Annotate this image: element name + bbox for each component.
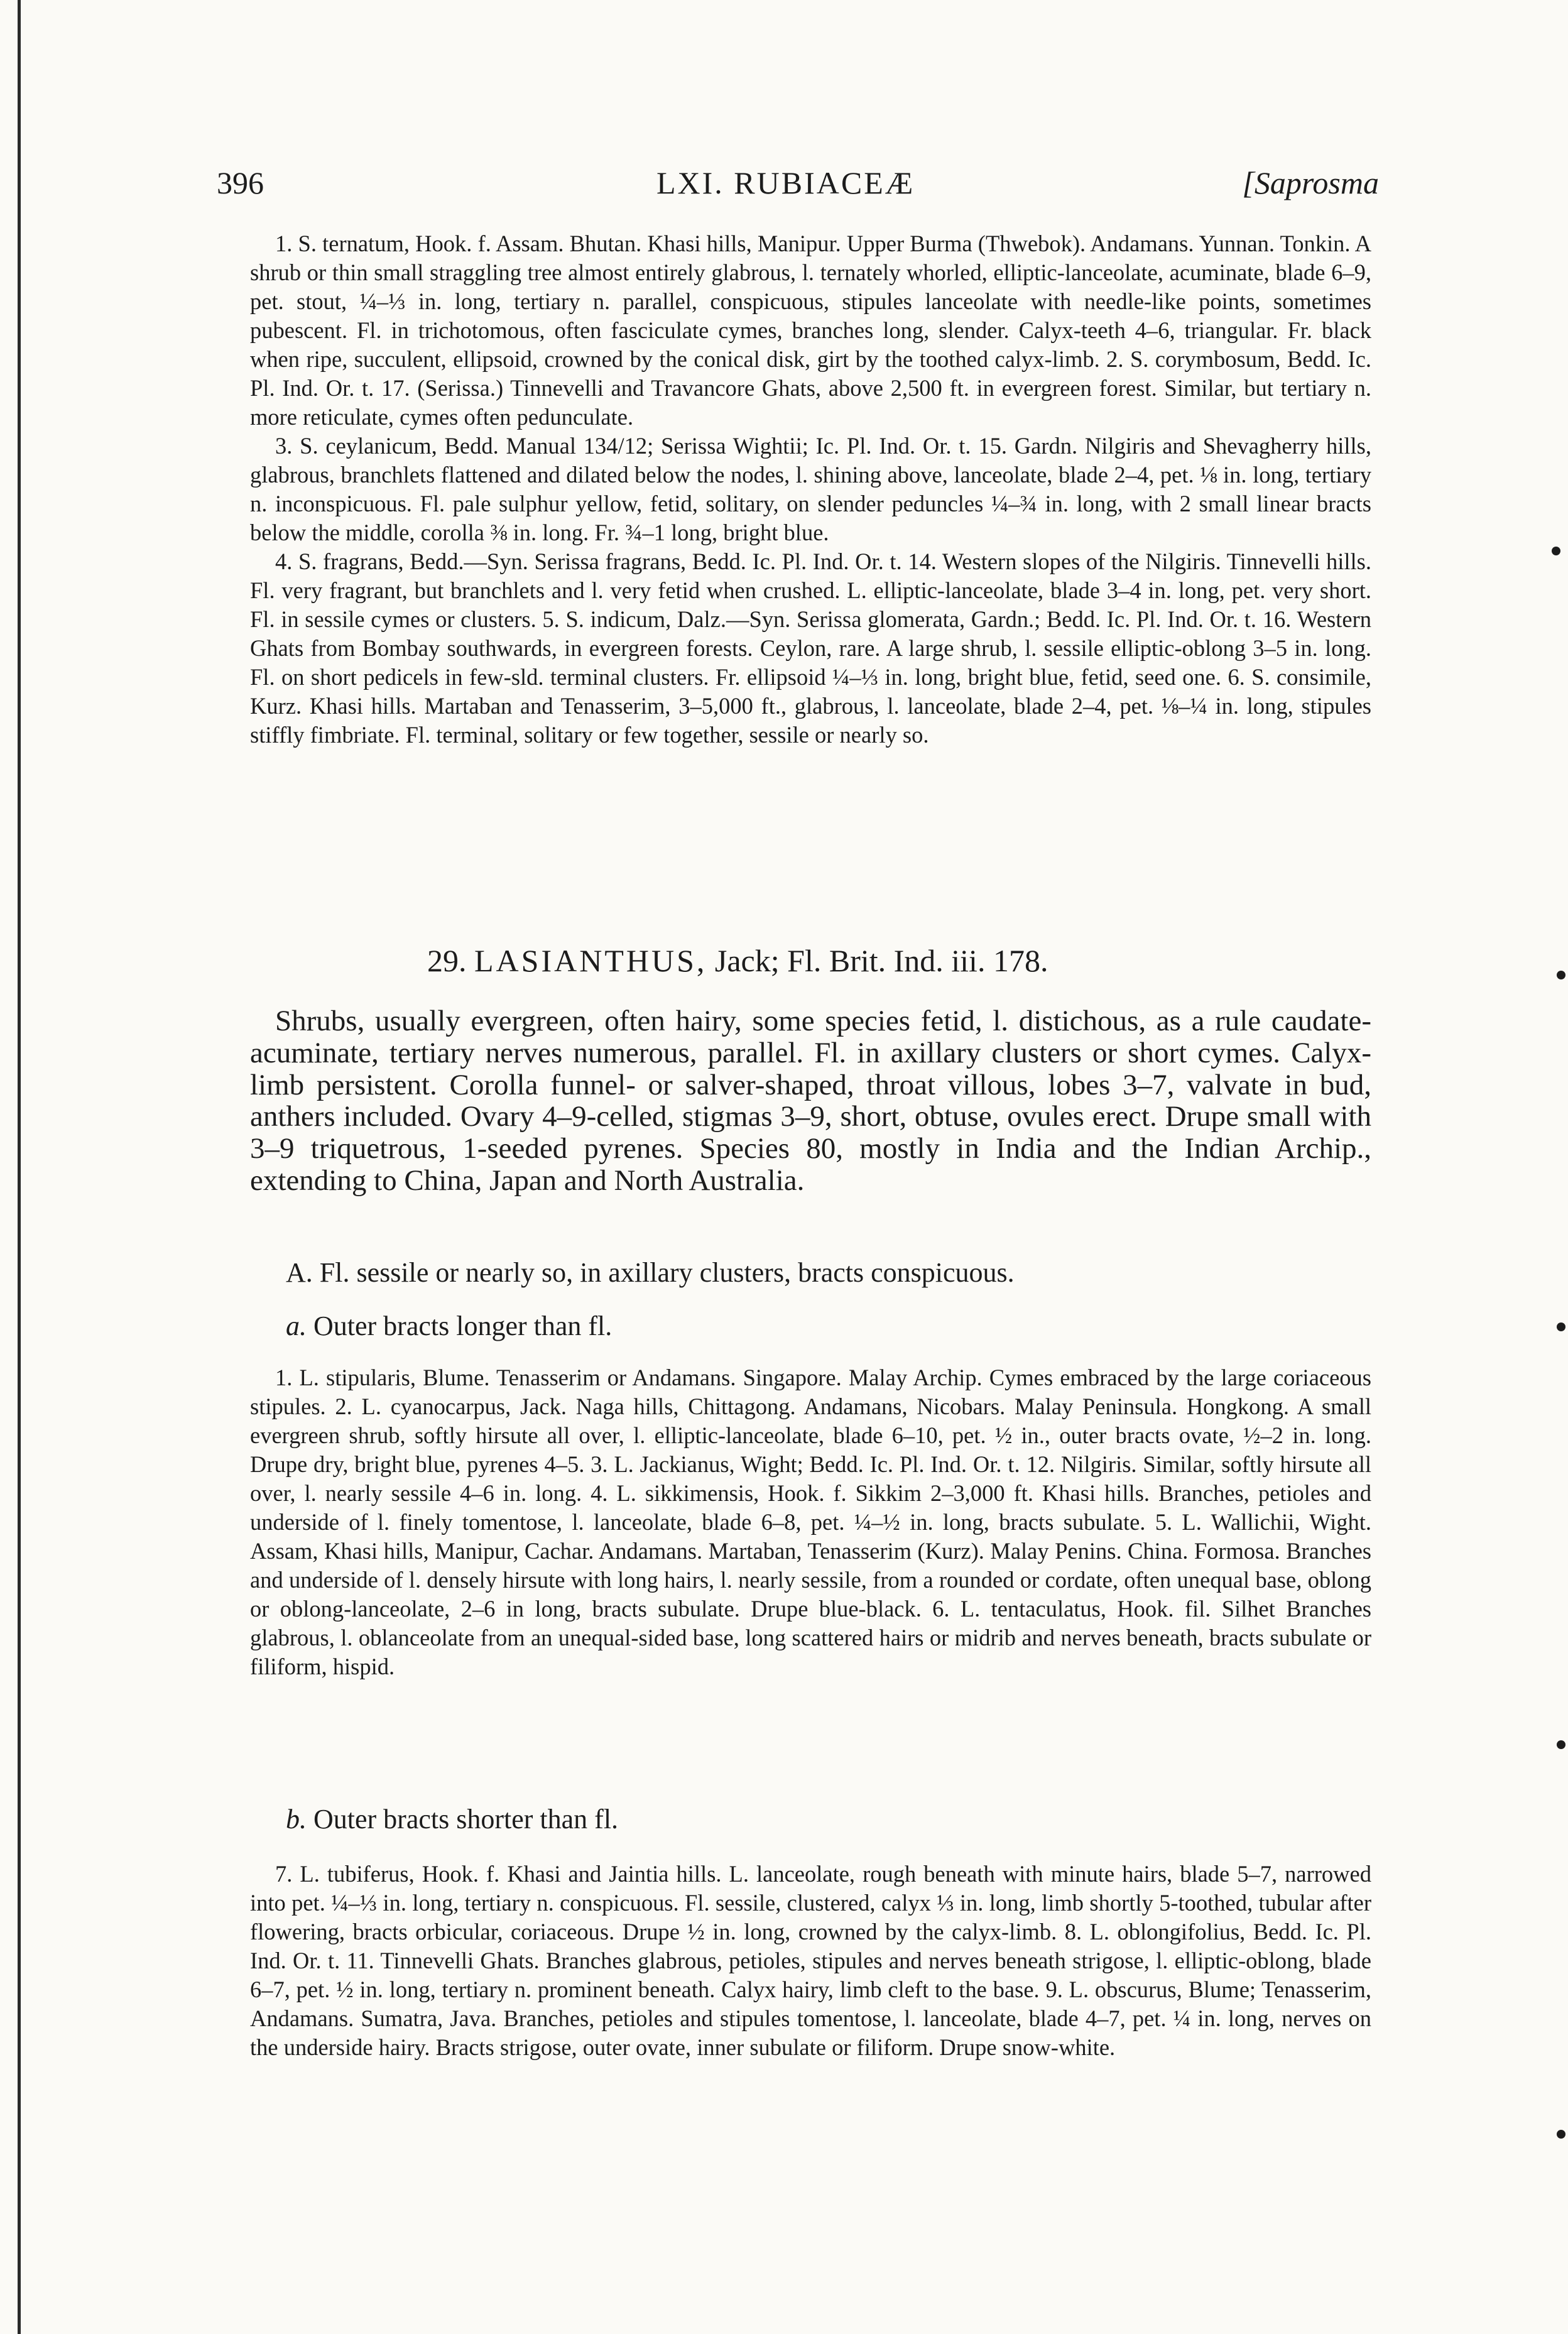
edge-mark (1557, 1740, 1565, 1749)
description-paragraph: Shrubs, usually evergreen, often hairy, some species fetid, l. distichous, as a rule caudate-acuminate, tertiary nerves numerous, parallel. Fl. in axillary clusters or short cymes. Calyx-limb persistent. Corolla funnel- or salver-shaped, throat villous, lobes 3–7, valvate in bud, anthers included. Ovary 4–9-celled, stigmas 3–9, short, obtuse, ovules erect. Drupe small with 3–9 triquetrous, 1-seeded pyrenes. Species 80, mostly in India and the Indian Archip., extending to China, Japan and North Australia. (250, 1005, 1371, 1197)
species-paragraph: 1. L. stipularis, Blume. Tenasserim or Andamans. Singapore. Malay Archip. Cymes embraced by the large coriaceous stipules. 2. L. cyanocarpus, Jack. Naga hills, Chittagong. Andamans, Nicobars. Malay Peninsula. Hongkong. A small evergreen shrub, softly hirsute all over, l. elliptic-lanceolate, blade 6–10, pet. ½ in., outer bracts ovate, ½–2 in. long. Drupe dry, bright blue, pyrenes 4–5. 3. L. Jackianus, Wight; Bedd. Ic. Pl. Ind. Or. t. 12. Nilgiris. Similar, softly hirsute all over, l. nearly sessile 4–6 in. long. 4. L. sikkimensis, Hook. f. Sikkim 2–3,000 ft. Khasi hills. Branches, petioles and underside of l. finely tomentose, l. lanceolate, blade 6–8, pet. ¼–½ in. long, bracts subulate. 5. L. Wallichii, Wight. Assam, Khasi hills, Manipur, Cachar. Andamans. Martaban, Tenasserim (Kurz). Malay Penins. China. Formosa. Branches and underside of l. densely hirsute with long hairs, l. nearly sessile, from a rounded or cordate, often unequal base, oblong or oblong-lanceolate, 2–6 in long, bracts subulate. Drupe blue-black. 6. L. tentaculatus, Hook. fil. Silhet Branches glabrous, l. oblanceolate from an unequal-sided base, long scattered hairs or midrib and nerves beneath, bracts subulate or filiform, hispid. (250, 1365, 1371, 1679)
running-header (217, 165, 1379, 209)
saprosma-species-block (250, 229, 1371, 750)
genus-reference: [Saprosma (1242, 165, 1379, 200)
key-label: A. (286, 1257, 313, 1288)
edge-mark (1557, 971, 1565, 979)
key-label: b. (286, 1804, 307, 1835)
key-label: a. (286, 1311, 307, 1341)
edge-mark (1557, 2130, 1565, 2139)
genus-name: LASIANTHUS, (474, 943, 707, 978)
key-text: Outer bracts shorter than fl. (313, 1804, 619, 1835)
genus-number: 29. (427, 943, 467, 978)
species-paragraph: 7. L. tubiferus, Hook. f. Khasi and Jaintia hills. L. lanceolate, rough beneath with minute hairs, blade 5–7, narrowed into pet. ¼–⅓ in. long, tertiary n. conspicuous. Fl. sessile, clustered, calyx ⅓ in. long, limb shortly 5-toothed, tubular after flowering, bracts orbicular, coriaceous. Drupe ½ in. long, crowned by the calyx-limb. 8. L. oblongifolius, Bedd. Ic. Pl. Ind. Or. t. 11. Tinnevelli Ghats. Branches glabrous, petioles, stipules and nerves beneath strigose, l. elliptic-oblong, blade 6–7, pet. ½ in. long, tertiary n. prominent beneath. Calyx hairy, limb cleft to the base. 9. L. obscurus, Blume; Tenasserim, Andamans. Sumatra, Java. Branches, petioles and stipules tomentose, l. lanceolate, blade 4–7, pet. ¼ in. long, nerves on the underside hairy. Bracts strigose, outer ovate, inner subulate or filiform. Drupe snow-white. (250, 1861, 1371, 2060)
page-edge-rule (18, 0, 21, 2334)
species-paragraph: 3. S. ceylanicum, Bedd. Manual 134/12; Serissa Wightii; Ic. Pl. Ind. Or. t. 15. Gardn. Nilgiris and Shevagherry hills, glabrous, branchlets flattened and dilated below the nodes, l. shining above, lanceolate, blade 2–4, pet. ⅛ in. long, tertiary n. inconspicuous. Fl. pale sulphur yellow, fetid, solitary, on slender peduncles ¼–¾ in. long, with 2 small linear bracts below the middle, corolla ⅜ in. long. Fr. ¾–1 long, bright blue. (250, 433, 1371, 545)
species-paragraph: 4. S. fragrans, Bedd.—Syn. Serissa fragrans, Bedd. Ic. Pl. Ind. Or. t. 14. Western slopes of the Nilgiris. Tinnevelli hills. Fl. very fragrant, but branchlets and l. very fetid when crushed. L. elliptic-lanceolate, blade 3–4 in. long, pet. very short. Fl. in sessile cymes or clusters. 5. S. indicum, Dalz.—Syn. Serissa glomerata, Gardn.; Bedd. Ic. Pl. Ind. Or. t. 16. Western Ghats from Bombay southwards, in evergreen forests. Ceylon, rare. A large shrub, l. sessile elliptic-oblong 3–5 in. long. Fl. on short pedicels in few-sld. terminal clusters. Fr. ellipsoid ¼–⅓ in. long, bright blue, fetid, seed one. 6. S. consimile, Kurz. Khasi hills. Martaban and Tenasserim, 3–5,000 ft., glabrous, l. lanceolate, blade 2–4, pet. ⅛–¼ in. long, stipules stiffly fimbriate. Fl. terminal, solitary or few together, sessile or nearly so. (250, 548, 1371, 748)
key-text: Outer bracts longer than fl. (313, 1311, 612, 1341)
key-heading-A (286, 1257, 1015, 1289)
genus-citation: Jack; Fl. Brit. Ind. iii. 178. (714, 943, 1048, 978)
key-text: Fl. sessile or nearly so, in axillary clusters, bracts conspicuous. (319, 1257, 1015, 1288)
edge-mark (1557, 1322, 1565, 1331)
genus-heading (427, 942, 1048, 979)
family-title: LXI. RUBIACEÆ (656, 165, 915, 200)
species-paragraph: 1. S. ternatum, Hook. f. Assam. Bhutan. Khasi hills, Manipur. Upper Burma (Thwebok). Andamans. Yunnan. Tonkin. A shrub or thin small straggling tree almost entirely glabrous, l. ternately whorled, elliptic-lanceolate, acuminate, blade 6–9, pet. stout, ¼–⅓ in. long, tertiary n. parallel, conspicuous, stipules lanceolate with needle-like points, sometimes pubescent. Fl. in trichotomous, often fasciculate cymes, branches long, slender. Calyx-teeth 4–6, triangular. Fr. black when ripe, succulent, ellipsoid, crowned by the conical disk, girt by the toothed calyx-limb. 2. S. corymbosum, Bedd. Ic. Pl. Ind. Or. t. 17. (Serissa.) Tinnevelli and Travancore Ghats, above 2,500 ft. in evergreen forest. Similar, but tertiary n. more reticulate, cymes often pedunculate. (250, 231, 1371, 430)
genus-description (250, 1005, 1371, 1197)
page-number: 396 (217, 165, 264, 200)
edge-mark (1552, 547, 1560, 555)
key-heading-b (286, 1803, 618, 1835)
group-a-species-block (250, 1363, 1371, 1681)
key-heading-a (286, 1310, 612, 1342)
group-b-species-block (250, 1860, 1371, 2062)
